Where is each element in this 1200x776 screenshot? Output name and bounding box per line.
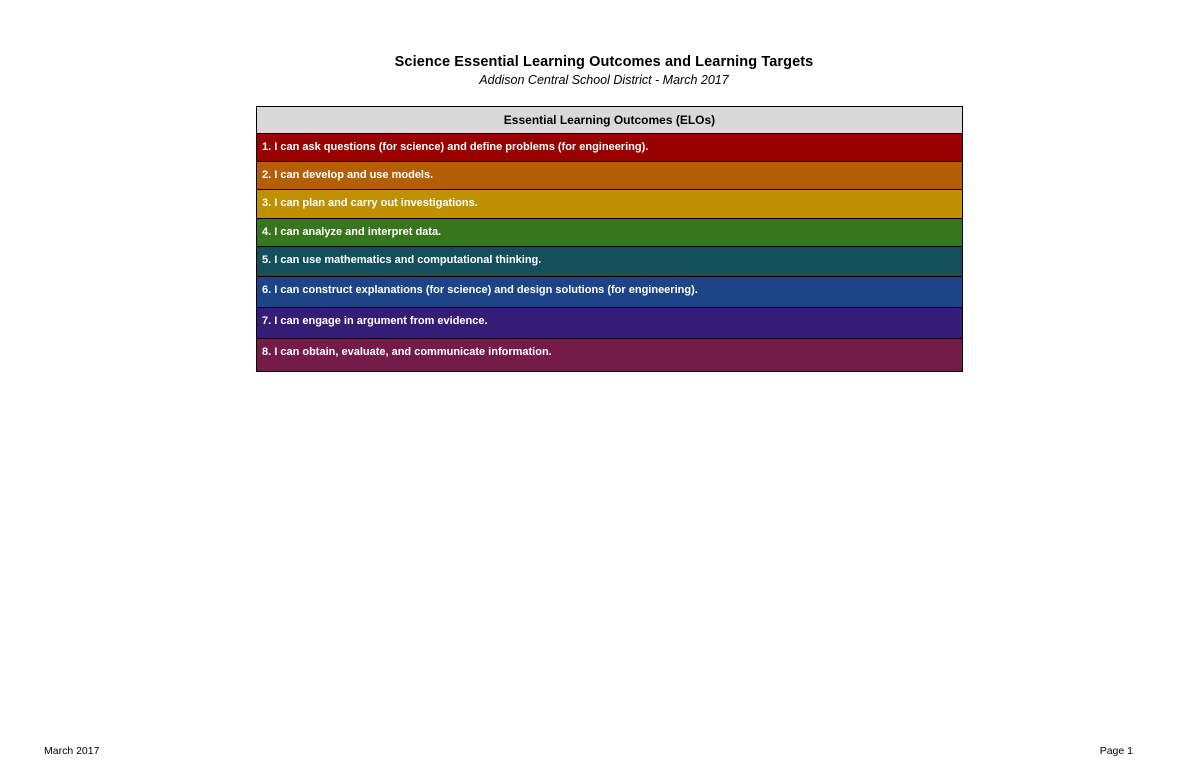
document-title: Science Essential Learning Outcomes and Learning Targets bbox=[394, 54, 814, 70]
elo-row-1: 1. I can ask questions (for science) and define problems (for engineering). bbox=[257, 134, 962, 162]
footer-date: March 2017 bbox=[44, 745, 100, 757]
footer-page-number: Page 1 bbox=[1099, 745, 1133, 757]
elo-table-header: Essential Learning Outcomes (ELOs) bbox=[257, 107, 962, 134]
elo-row-3: 3. I can plan and carry out investigations. bbox=[257, 190, 962, 219]
elo-row-6: 6. I can construct explanations (for science) and design solutions (for engineering). bbox=[257, 277, 962, 308]
elo-row-2: 2. I can develop and use models. bbox=[257, 162, 962, 190]
document-subtitle: Addison Central School District - March 2017 bbox=[479, 73, 729, 87]
elo-row-7: 7. I can engage in argument from evidence. bbox=[257, 308, 962, 339]
elo-row-5: 5. I can use mathematics and computational thinking. bbox=[257, 247, 962, 277]
elo-table bbox=[256, 106, 963, 372]
elo-row-8: 8. I can obtain, evaluate, and communicate information. bbox=[257, 339, 962, 371]
elo-row-4: 4. I can analyze and interpret data. bbox=[257, 219, 962, 247]
